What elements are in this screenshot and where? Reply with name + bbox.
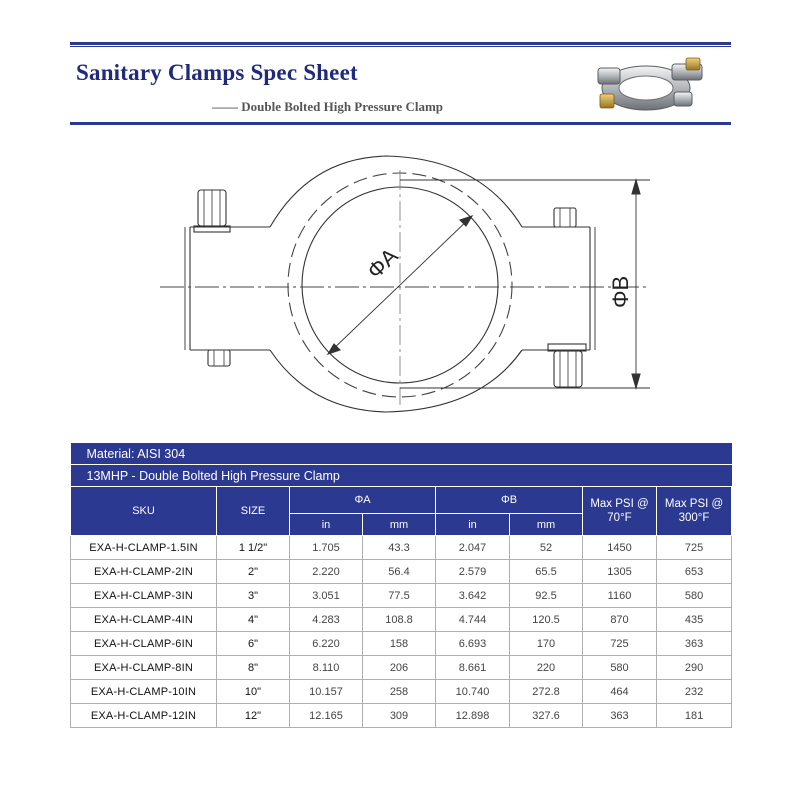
size-cell: 12" xyxy=(217,704,290,728)
product-line-label: 13MHP - Double Bolted High Pressure Clamp xyxy=(71,465,732,487)
table-row xyxy=(71,656,732,680)
psi-70-cell: 1160 xyxy=(583,584,657,608)
a-in-cell: 1.705 xyxy=(290,536,363,560)
product-line-row xyxy=(71,465,732,487)
table-row xyxy=(71,632,732,656)
clamp-product-image xyxy=(588,50,712,116)
a-mm-cell: 258 xyxy=(363,680,436,704)
sku-cell: EXA-H-CLAMP-2IN xyxy=(71,560,217,584)
b-in-cell: 2.579 xyxy=(436,560,510,584)
a-mm-cell: 108.8 xyxy=(363,608,436,632)
b-mm-cell: 170 xyxy=(510,632,583,656)
dimension-b-label: ΦB xyxy=(608,275,633,308)
size-cell: 8" xyxy=(217,656,290,680)
b-mm-cell: 220 xyxy=(510,656,583,680)
sku-cell: EXA-H-CLAMP-8IN xyxy=(71,656,217,680)
psi-300-cell: 290 xyxy=(657,656,732,680)
header-b-mm: mm xyxy=(510,514,583,536)
size-cell: 6" xyxy=(217,632,290,656)
table-row xyxy=(71,584,732,608)
header-size: SIZE xyxy=(217,487,290,536)
b-in-cell: 6.693 xyxy=(436,632,510,656)
sku-cell: EXA-H-CLAMP-3IN xyxy=(71,584,217,608)
psi-70-cell: 870 xyxy=(583,608,657,632)
header-a-in: in xyxy=(290,514,363,536)
a-mm-cell: 77.5 xyxy=(363,584,436,608)
table-row xyxy=(71,680,732,704)
size-cell: 1 1/2" xyxy=(217,536,290,560)
table-row xyxy=(71,536,732,560)
psi-70-cell: 1450 xyxy=(583,536,657,560)
header-max-psi-70: Max PSI @ 70°F xyxy=(583,487,657,536)
psi-300-cell: 363 xyxy=(657,632,732,656)
header-sku: SKU xyxy=(71,487,217,536)
spec-table xyxy=(70,442,732,728)
table-row xyxy=(71,608,732,632)
a-mm-cell: 56.4 xyxy=(363,560,436,584)
clamp-outer-outline xyxy=(270,156,522,227)
a-in-cell: 6.220 xyxy=(290,632,363,656)
psi-300-cell: 725 xyxy=(657,536,732,560)
a-mm-cell: 309 xyxy=(363,704,436,728)
clamp-technical-drawing xyxy=(150,140,670,430)
psi-300-cell: 653 xyxy=(657,560,732,584)
psi-70-cell: 363 xyxy=(583,704,657,728)
sku-cell: EXA-H-CLAMP-10IN xyxy=(71,680,217,704)
a-in-cell: 10.157 xyxy=(290,680,363,704)
header-bottom-rule xyxy=(70,122,731,125)
psi-70-cell: 464 xyxy=(583,680,657,704)
b-in-cell: 2.047 xyxy=(436,536,510,560)
a-in-cell: 2.220 xyxy=(290,560,363,584)
dimension-a-label: ΦA xyxy=(362,243,403,284)
psi-300-cell: 435 xyxy=(657,608,732,632)
header-phi-a: ΦA xyxy=(290,487,436,514)
b-mm-cell: 92.5 xyxy=(510,584,583,608)
header-max-psi-300: Max PSI @ 300°F xyxy=(657,487,732,536)
material-label: Material: AISI 304 xyxy=(71,443,732,465)
sku-cell: EXA-H-CLAMP-4IN xyxy=(71,608,217,632)
size-cell: 3" xyxy=(217,584,290,608)
b-in-cell: 3.642 xyxy=(436,584,510,608)
b-mm-cell: 120.5 xyxy=(510,608,583,632)
table-row xyxy=(71,560,732,584)
b-in-cell: 8.661 xyxy=(436,656,510,680)
header-phi-b: ΦB xyxy=(436,487,583,514)
b-in-cell: 10.740 xyxy=(436,680,510,704)
table-body xyxy=(71,536,732,728)
a-in-cell: 8.110 xyxy=(290,656,363,680)
b-mm-cell: 52 xyxy=(510,536,583,560)
psi-300-cell: 232 xyxy=(657,680,732,704)
size-cell: 2" xyxy=(217,560,290,584)
sku-cell: EXA-H-CLAMP-1.5IN xyxy=(71,536,217,560)
a-mm-cell: 158 xyxy=(363,632,436,656)
page-subtitle: —— Double Bolted High Pressure Clamp xyxy=(212,99,444,114)
b-mm-cell: 327.6 xyxy=(510,704,583,728)
header-top-rule xyxy=(70,42,731,45)
b-in-cell: 4.744 xyxy=(436,608,510,632)
psi-70-cell: 1305 xyxy=(583,560,657,584)
material-row xyxy=(71,443,732,465)
a-in-cell: 12.165 xyxy=(290,704,363,728)
a-in-cell: 4.283 xyxy=(290,608,363,632)
header-top-rule-thin xyxy=(70,46,731,47)
b-mm-cell: 65.5 xyxy=(510,560,583,584)
b-mm-cell: 272.8 xyxy=(510,680,583,704)
sku-cell: EXA-H-CLAMP-6IN xyxy=(71,632,217,656)
size-cell: 10" xyxy=(217,680,290,704)
sku-cell: EXA-H-CLAMP-12IN xyxy=(71,704,217,728)
psi-300-cell: 181 xyxy=(657,704,732,728)
header-b-in: in xyxy=(436,514,510,536)
psi-70-cell: 725 xyxy=(583,632,657,656)
size-cell: 4" xyxy=(217,608,290,632)
header-a-mm: mm xyxy=(363,514,436,536)
b-in-cell: 12.898 xyxy=(436,704,510,728)
a-in-cell: 3.051 xyxy=(290,584,363,608)
psi-70-cell: 580 xyxy=(583,656,657,680)
a-mm-cell: 43.3 xyxy=(363,536,436,560)
page-title: Sanitary Clamps Spec Sheet xyxy=(76,60,358,85)
table-row xyxy=(71,704,732,728)
a-mm-cell: 206 xyxy=(363,656,436,680)
table-header-row xyxy=(71,487,732,514)
psi-300-cell: 580 xyxy=(657,584,732,608)
